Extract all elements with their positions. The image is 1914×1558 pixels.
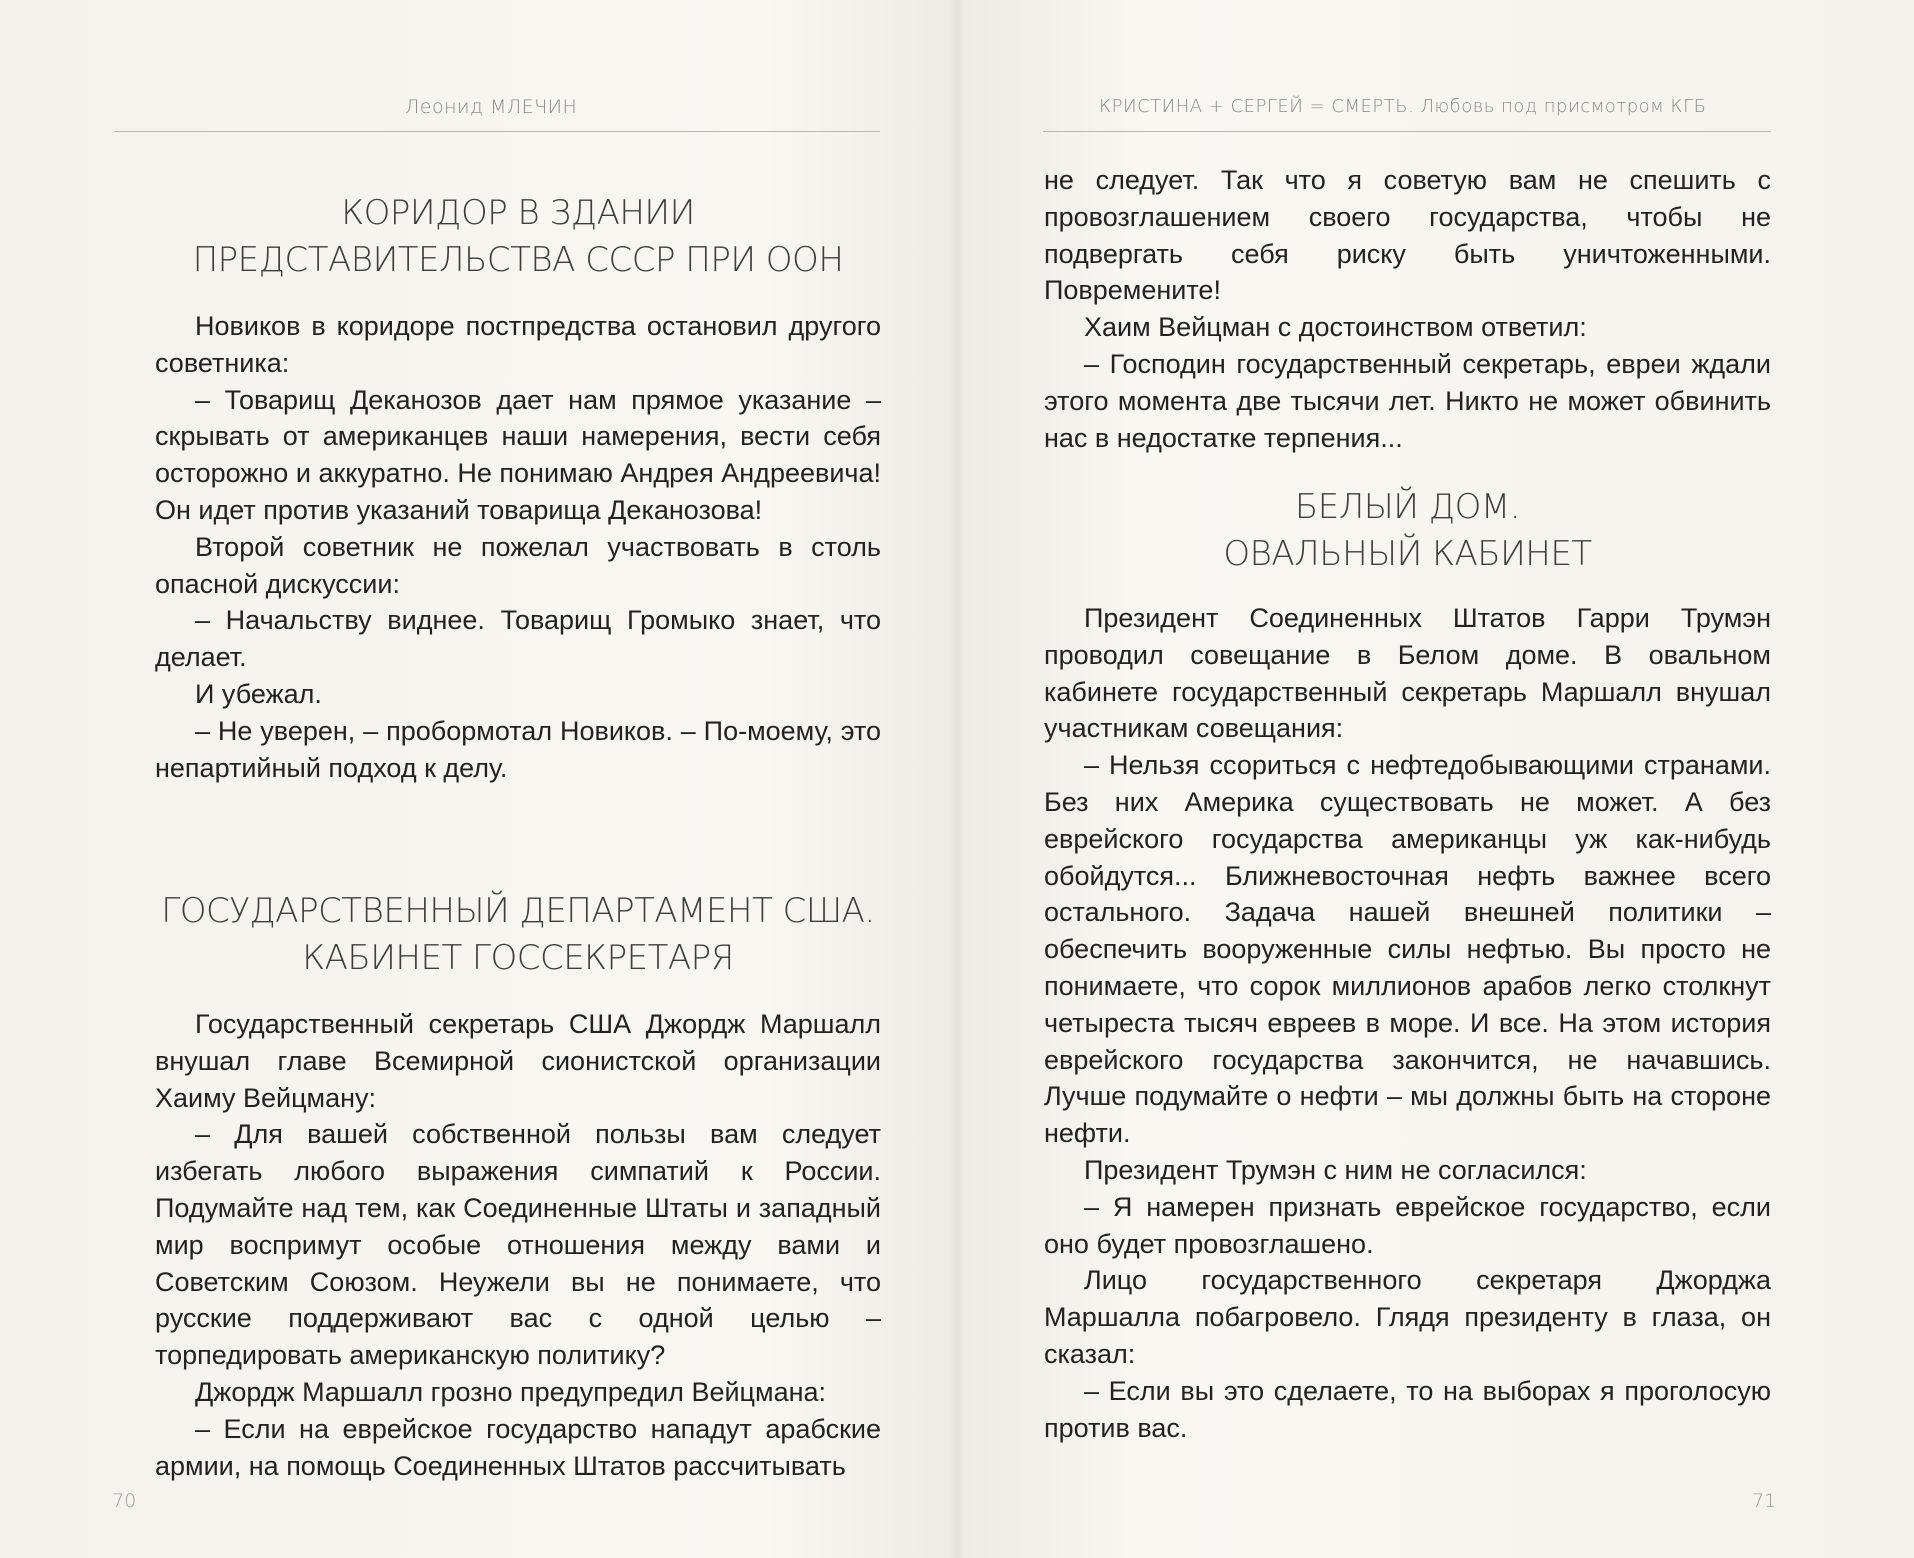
paragraph: – Если на еврейское государство нападут арабские армии, на помощь Соединенных Штатов рассчитывать — [155, 1413, 881, 1481]
paragraph: Джордж Маршалл грозно предупредил Вейцмана: — [195, 1376, 827, 1407]
page-number: 70 — [112, 1490, 137, 1512]
paragraph: Президент Соединенных Штатов Гарри Трумэн проводил совещание в Белом доме. В овальном кабинете государственный секретарь Маршалл внушал участникам совещания: — [1044, 603, 1771, 744]
section-state-dept-title — [155, 888, 881, 982]
section-title — [155, 190, 881, 284]
paragraph: – Нельзя ссориться с нефтедобывающими странами. Без них Америка существовать не может. А без еврейского государства американцы уж как-нибудь обойдутся... Ближневосточная нефть важнее всего остального. Задача нашей внешней политики – обеспечить вооруженные силы нефтью. Вы просто не понимаете, что сорок миллионов арабов легко столкнут четыреста тысяч евреев в море. И все. На этом история еврейского государства закончится, не начавшись. Лучше подумайте о нефти – мы должны быть на стороне нефти. — [1044, 750, 1771, 1149]
title-line: ГОСУДАРСТВЕННЫЙ ДЕПАРТАМЕНТ США. — [161, 891, 875, 931]
section-corridor-body — [155, 308, 881, 786]
section-title — [155, 888, 881, 982]
paragraph: Лицо государственного секретаря Джорджа Маршалла побагровело. Глядя президенту в глаза, он сказал: — [1044, 1265, 1771, 1369]
running-head-author: Леонид МЛЕЧИН — [405, 96, 578, 118]
paragraph: Новиков в коридоре постпредства остановил другого советника: — [155, 311, 881, 378]
page-number: 71 — [1752, 1490, 1777, 1512]
title-line: БЕЛЫЙ ДОМ. — [1294, 487, 1521, 527]
paragraph: – Я намерен признать еврейское государство, если оно будет провозглашено. — [1044, 1191, 1771, 1259]
paragraph: – Товарищ Деканозов дает нам прямое указание – скрывать от американцев наши намерения, вести себя осторожно и аккуратно. Не понимаю Андрея Андреевича! Он идет против указаний товарища Деканозова! — [155, 384, 881, 525]
paragraph: Президент Трумэн с ним не согласился: — [1084, 1154, 1587, 1185]
paragraph: Второй советник не пожелал участвовать в столь опасной дискуссии: — [155, 531, 881, 599]
paragraph: – Начальству виднее. Товарищ Громыко знает, что делает. — [155, 605, 881, 673]
section-white-house-title — [1044, 484, 1771, 578]
section-corridor-title — [155, 190, 881, 284]
right-page — [957, 0, 1914, 1558]
title-line: КОРИДОР В ЗДАНИИ — [341, 193, 695, 233]
header-rule — [1043, 131, 1771, 132]
section-state-dept-body — [155, 1006, 881, 1484]
paragraph: – Если вы это сделаете, то на выборах я проголосую против вас. — [1044, 1375, 1771, 1443]
paragraph: Хаим Вейцман с достоинством ответил: — [1084, 312, 1587, 343]
header-rule — [114, 131, 880, 132]
title-line: ОВАЛЬНЫЙ КАБИНЕТ — [1223, 534, 1592, 574]
paragraph: – Не уверен, – пробормотал Новиков. – По-моему, это непартийный подход к делу. — [155, 715, 881, 783]
title-line: КАБИНЕТ ГОССЕКРЕТАРЯ — [302, 938, 734, 978]
paragraph: Государственный секретарь США Джордж Маршалл внушал главе Всемирной сионистской организации Хаиму Вейцману: — [155, 1009, 881, 1113]
section-title — [1044, 484, 1771, 578]
section-white-house-body — [1044, 600, 1771, 1446]
running-head-title: КРИСТИНА + СЕРГЕЙ = СМЕРТЬ. Любовь под присмотром КГБ — [1099, 96, 1707, 117]
continued-text — [1044, 162, 1771, 456]
paragraph: – Господин государственный секретарь, евреи ждали этого момента две тысячи лет. Никто не может обвинить нас в недостатке терпения... — [1044, 348, 1771, 453]
paragraph: И убежал. — [195, 678, 322, 709]
paragraph: не следует. Так что я советую вам не спешить с провозглашением своего государства, чтобы не подвергать себя риску быть уничтоженными. Повремените! — [1044, 165, 1771, 306]
title-line: ПРЕДСТАВИТЕЛЬСТВА СССР ПРИ ООН — [192, 240, 844, 280]
paragraph: – Для вашей собственной пользы вам следует избегать любого выражения симпатий к России. Подумайте над тем, как Соединенные Штаты и западный мир воспримут особые отношения между вами и Советским Союзом. Неужели вы не понимаете, что русские поддерживают вас с одной целью – торпедировать американскую политику? — [155, 1119, 881, 1371]
